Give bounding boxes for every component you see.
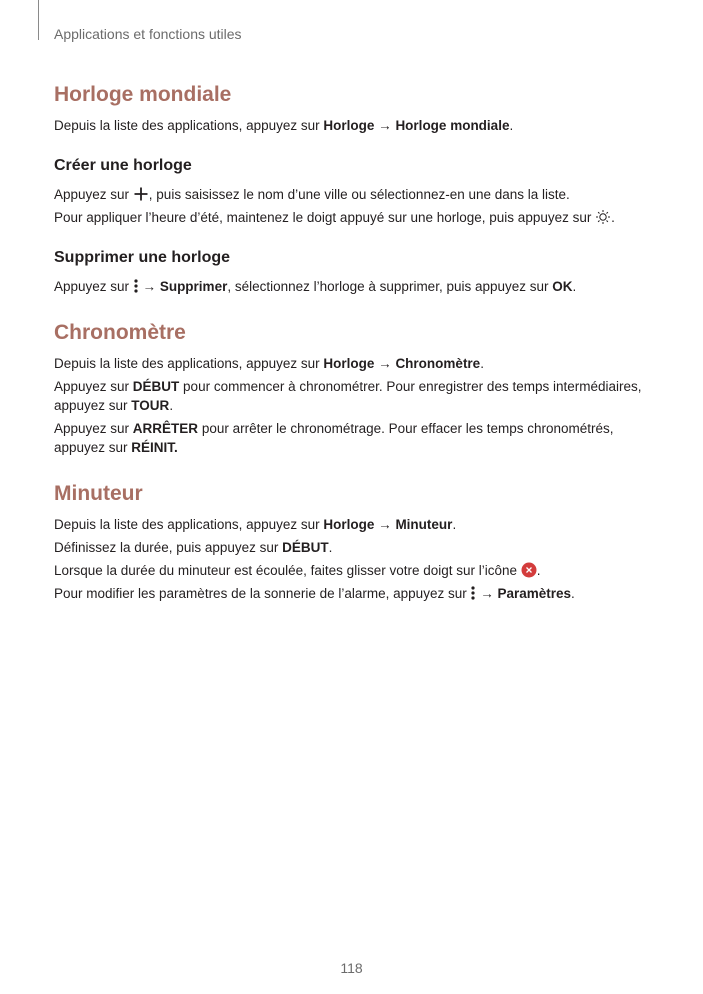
delete-clock-step: Appuyez sur → Supprimer, sélectionnez l’horloge à supprimer, puis appuyez sur OK. <box>54 279 577 294</box>
timer-intro: Depuis la liste des applications, appuyez sur Horloge → Minuteur. <box>54 517 457 532</box>
section-title-timer: Minuteur <box>54 482 143 505</box>
stopwatch-start-lap: Appuyez sur DÉBUT pour commencer à chronométrer. Pour enregistrer des temps intermédiaires, appuyez sur TOUR. <box>54 379 642 413</box>
section-title-stopwatch: Chronomètre <box>54 321 186 344</box>
running-header: Applications et fonctions utiles <box>54 26 242 42</box>
section-title-world-clock: Horloge mondiale <box>54 83 232 106</box>
page-number: 118 <box>340 960 363 976</box>
timer-set-duration: Définissez la durée, puis appuyez sur DÉBUT. <box>54 540 333 555</box>
margin-line <box>38 0 39 40</box>
timer-settings: Pour modifier les paramètres de la sonnerie de l’alarme, appuyez sur → Paramètres. <box>54 586 575 601</box>
sun-icon <box>595 209 611 225</box>
stopwatch-intro: Depuis la liste des applications, appuyez sur Horloge → Chronomètre. <box>54 356 484 371</box>
create-clock-step-1: Appuyez sur , puis saisissez le nom d’une ville ou sélectionnez-en une dans la liste. <box>54 187 570 202</box>
world-clock-intro: Depuis la liste des applications, appuyez sur Horloge → Horloge mondiale. <box>54 118 514 133</box>
timer-dismiss: Lorsque la durée du minuteur est écoulée, faites glisser votre doigt sur l’icône . <box>54 563 541 578</box>
subsection-title-create-clock: Créer une horloge <box>54 157 192 174</box>
subsection-title-delete-clock: Supprimer une horloge <box>54 249 231 266</box>
plus-icon <box>133 186 149 202</box>
stopwatch-stop-reset: Appuyez sur ARRÊTER pour arrêter le chronométrage. Pour effacer les temps chronométrés, appuyez sur RÉINIT. <box>54 421 614 455</box>
page-content <box>54 82 664 607</box>
cancel-icon <box>521 562 537 578</box>
create-clock-step-2: Pour appliquer l’heure d’été, maintenez le doigt appuyé sur une horloge, puis appuyez sur . <box>54 210 615 225</box>
